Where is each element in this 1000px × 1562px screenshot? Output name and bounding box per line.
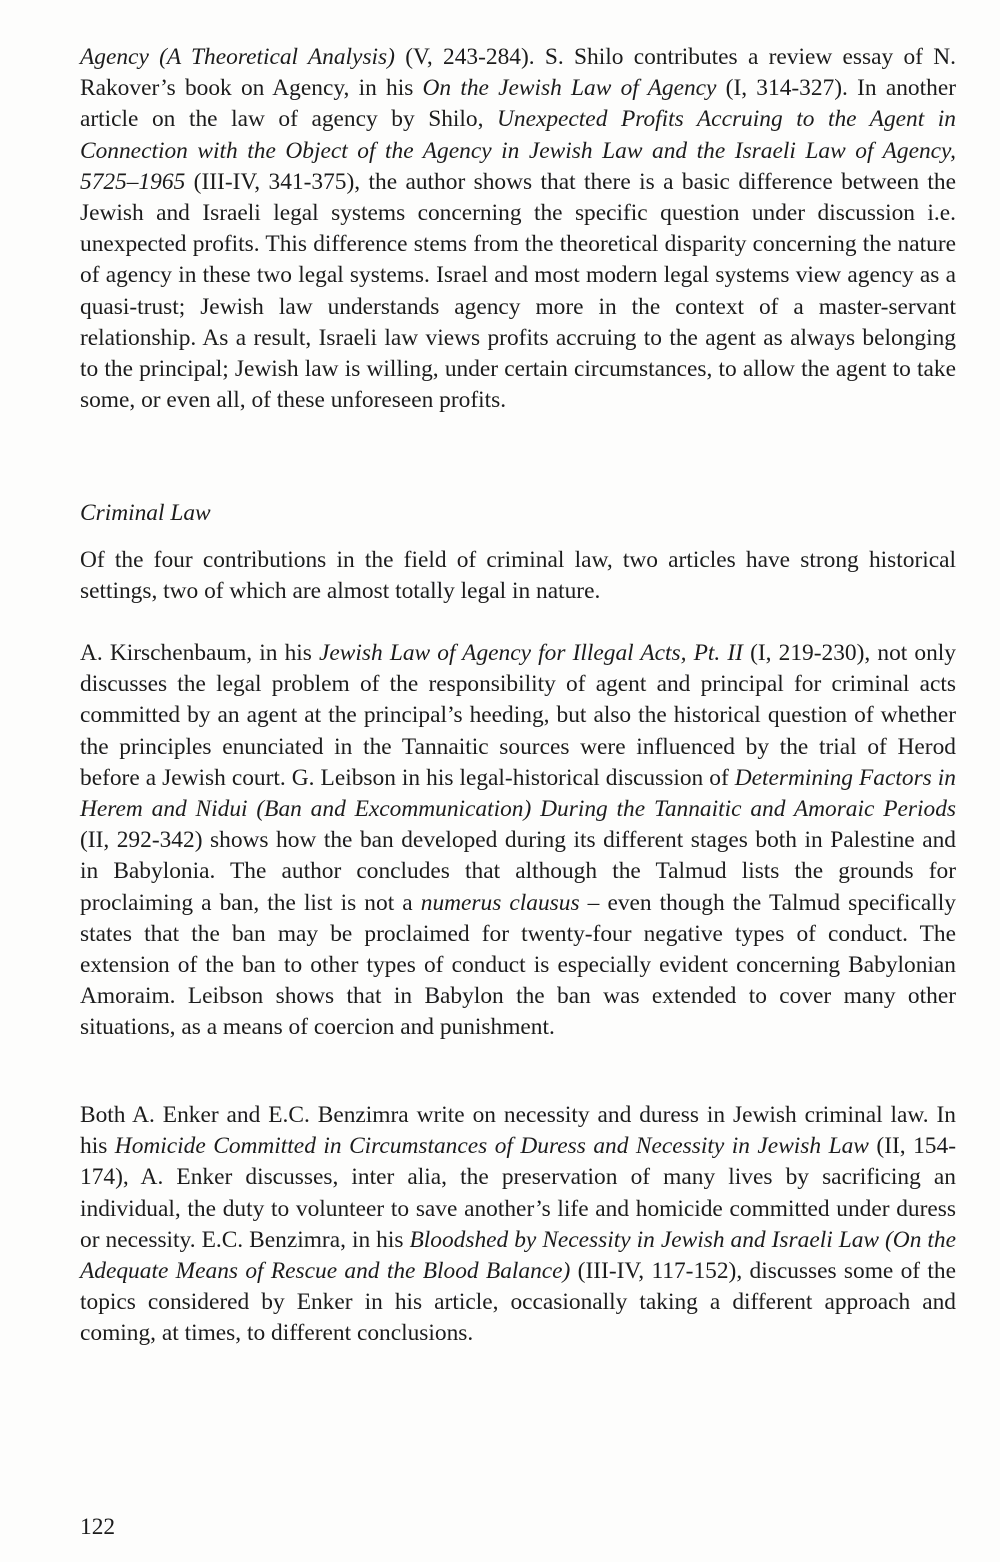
italic-title-run: Bloodshed by Necessity in Jewish and Israeli Law (On the Adequate Means of Rescue and the Blood Balance) xyxy=(80,1226,956,1285)
paragraph-criminal-law-intro xyxy=(80,545,956,607)
text-run: – even though the Talmud specifically states that the ban may be proclaimed for twenty-four negative types of conduct. The extension of the ban to other types of conduct is especially evident concerning Babylonian Amoraim. Leibson shows that in Babylon the ban was extended to cover many other situations, as a means of coercion and punishment. xyxy=(80,889,956,1041)
paragraph-agency xyxy=(80,42,956,416)
text-run: (I, 219-230), not only discusses the legal problem of the responsibility of agent and principal for criminal acts committed by an agent at the principal’s heeding, but also the historical question of whether the principles enunciated in the Tannaitic sources were influenced by the trial of Herod before a Jewish court. G. Leibson in his legal-historical discussion of xyxy=(80,640,956,791)
paragraph-enker-benzimra xyxy=(80,1100,956,1350)
text-run: (II, 154-174), A. Enker discusses, inter alia, the preservation of many lives by sacrificing an individual, the duty to volunteer to save another’s life and homicide committed under duress or necessity. E.C. Benzimra, in his xyxy=(80,1133,956,1253)
text-run: (V, 243-284). S. Shilo contributes a review essay of N. Rakover’s book on Agency, in his xyxy=(80,44,956,102)
text-run: Both A. Enker and E.C. Benzimra write on necessity and duress in Jewish criminal law. In his xyxy=(80,1102,956,1160)
italic-title-run: Determining Factors in Herem and Nidui (Ban and Excommunication) During the Tannaitic and Amoraic Periods xyxy=(80,764,956,823)
italic-title-run: On the Jewish Law of Agency xyxy=(422,75,717,102)
text-run: (II, 292-342) shows how the ban developed during its different stages both in Palestine and in Babylonia. The author concludes that although the Talmud lists the grounds for proclaiming a ban, the list is not a xyxy=(80,827,956,916)
italic-title-run: Jewish Law of Agency for Illegal Acts, Pt. II xyxy=(319,640,743,666)
page-number: 122 xyxy=(80,1514,116,1540)
text-run: (I, 314-327). In another article on the law of agency by Shilo, xyxy=(80,75,956,133)
italic-title-run: Unexpected Profits Accruing to the Agent in Connection with the Object of the Agency in Jewish Law and the Israeli Law of Agency, 5725–1965 xyxy=(80,106,956,195)
text-run: A. Kirschenbaum, in his xyxy=(80,640,320,666)
paragraph-kirschenbaum-leibson xyxy=(80,638,956,1044)
text-run: Of the four contributions in the field of criminal law, two articles have strong historical settings, two of which are almost totally legal in nature. xyxy=(80,547,956,605)
section-heading-criminal-law: Criminal Law xyxy=(80,500,211,526)
italic-title-run: Agency (A Theoretical Analysis) xyxy=(80,44,395,70)
text-run: (III-IV, 117-152), discusses some of the topics considered by Enker in his article, occasionally taking a different approach and coming, at times, to different conclusions. xyxy=(80,1258,956,1347)
italic-title-run: Homicide Committed in Circumstances of Duress and Necessity in Jewish Law xyxy=(114,1133,869,1160)
italic-title-run: numerus clausus xyxy=(420,889,580,916)
text-run: (III-IV, 341-375), the author shows that there is a basic difference between the Jewish and Israeli legal systems concerning the specific question under discussion i.e. unexpected profits. This difference stems from the theoretical disparity concerning the nature of agency in these two legal systems. Israel and most modern legal systems view agency as a quasi-trust; Jewish law understands agency more in the context of a master-servant relationship. As a result, Israeli law views profits accruing to the agent as always belonging to the principal; Jewish law is willing, under certain circumstances, to allow the agent to take some, or even all, of these unforeseen profits. xyxy=(80,168,956,414)
